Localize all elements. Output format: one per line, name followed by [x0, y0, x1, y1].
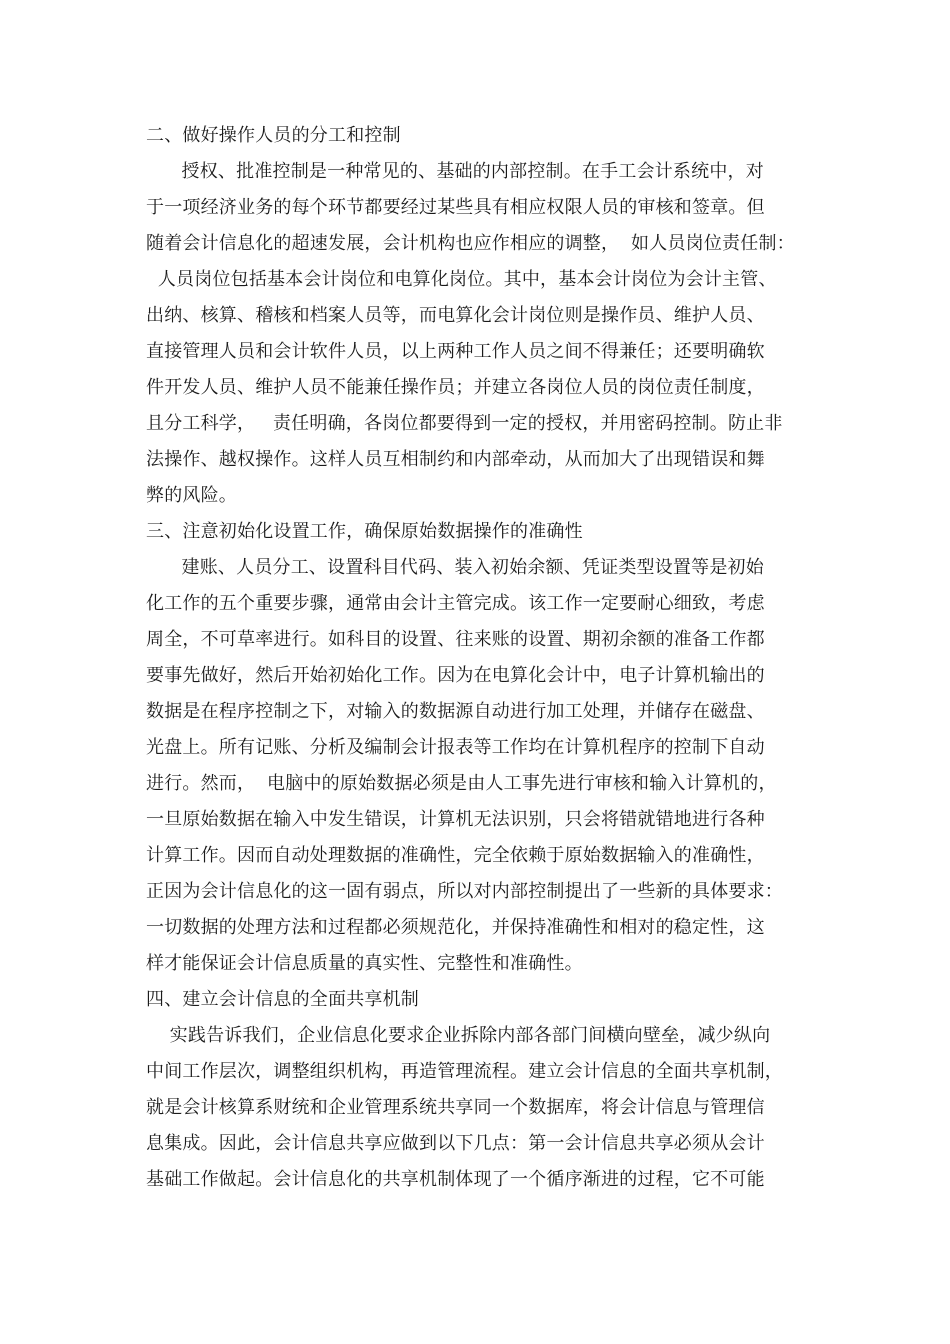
paragraph-line: 要事先做好，然后开始初始化工作。因为在电算化会计中，电子计算机输出的 [146, 665, 765, 686]
paragraph-line: 正因为会计信息化的这一固有弱点，所以对内部控制提出了一些新的具体要求： [146, 881, 783, 902]
paragraph-line: 进行。然而， 电脑中的原始数据必须是由人工事先进行审核和输入计算机的， [146, 773, 777, 794]
paragraph-line: 一切数据的处理方法和过程都必须规范化，并保持准确性和相对的稳定性，这 [146, 917, 765, 938]
paragraph-line: 息集成。因此，会计信息共享应做到以下几点：第一会计信息共享必须从会计 [146, 1133, 765, 1154]
section-heading: 四、建立会计信息的全面共享机制 [146, 989, 419, 1010]
paragraph-line: 一旦原始数据在输入中发生错误，计算机无法识别，只会将错就错地进行各种 [146, 809, 765, 830]
paragraph-line: 光盘上。所有记账、分析及编制会计报表等工作均在计算机程序的控制下自动 [146, 737, 765, 758]
paragraph-line: 周全，不可草率进行。如科目的设置、往来账的设置、期初余额的准备工作都 [146, 629, 765, 650]
paragraph-line: 建账、人员分工、设置科目代码、装入初始余额、凭证类型设置等是初始 [146, 557, 764, 578]
paragraph-line: 基础工作做起。会计信息化的共享机制体现了一个循序渐进的过程，它不可能 [146, 1169, 765, 1190]
paragraph-line: 中间工作层次，调整组织机构，再造管理流程。建立会计信息的全面共享机制， [146, 1061, 783, 1082]
paragraph-line: 弊的风险。 [146, 485, 237, 506]
paragraph-line: 样才能保证会计信息质量的真实性、完整性和准确性。 [146, 953, 583, 974]
section-heading: 二、做好操作人员的分工和控制 [146, 125, 401, 146]
paragraph-line: 授权、批准控制是一种常见的、基础的内部控制。在手工会计系统中，对 [146, 161, 764, 182]
paragraph-line: 件开发人员、维护人员不能兼任操作员；并建立各岗位人员的岗位责任制度， [146, 377, 765, 398]
paragraph-line: 直接管理人员和会计软件人员，以上两种工作人员之间不得兼任；还要明确软 [146, 341, 765, 362]
paragraph-line: 实践告诉我们，企业信息化要求企业拆除内部各部门间横向壁垒，减少纵向 [146, 1025, 771, 1046]
paragraph-line: 人员岗位包括基本会计岗位和电算化岗位。其中，基本会计岗位为会计主管、 [146, 269, 777, 290]
paragraph-line: 于一项经济业务的每个环节都要经过某些具有相应权限人员的审核和签章。但 [146, 197, 765, 218]
paragraph-line: 法操作、越权操作。这样人员互相制约和内部牵动，从而加大了出现错误和舞 [146, 449, 765, 470]
paragraph-line: 计算工作。因而自动处理数据的准确性，完全依赖于原始数据输入的准确性， [146, 845, 765, 866]
paragraph-line: 数据是在程序控制之下，对输入的数据源自动进行加工处理，并储存在磁盘、 [146, 701, 765, 722]
paragraph-line: 化工作的五个重要步骤，通常由会计主管完成。该工作一定要耐心细致，考虑 [146, 593, 765, 614]
paragraph-line: 且分工科学， 责任明确，各岗位都要得到一定的授权，并用密码控制。防止非 [146, 413, 783, 434]
paragraph-line: 就是会计核算系财统和企业管理系统共享同一个数据库，将会计信息与管理信 [146, 1097, 765, 1118]
paragraph-line: 出纳、核算、稽核和档案人员等，而电算化会计岗位则是操作员、维护人员、 [146, 305, 765, 326]
paragraph-line: 随着会计信息化的超速发展，会计机构也应作相应的调整， 如人员岗位责任制： [146, 233, 795, 254]
section-heading: 三、注意初始化设置工作，确保原始数据操作的准确性 [146, 521, 583, 542]
